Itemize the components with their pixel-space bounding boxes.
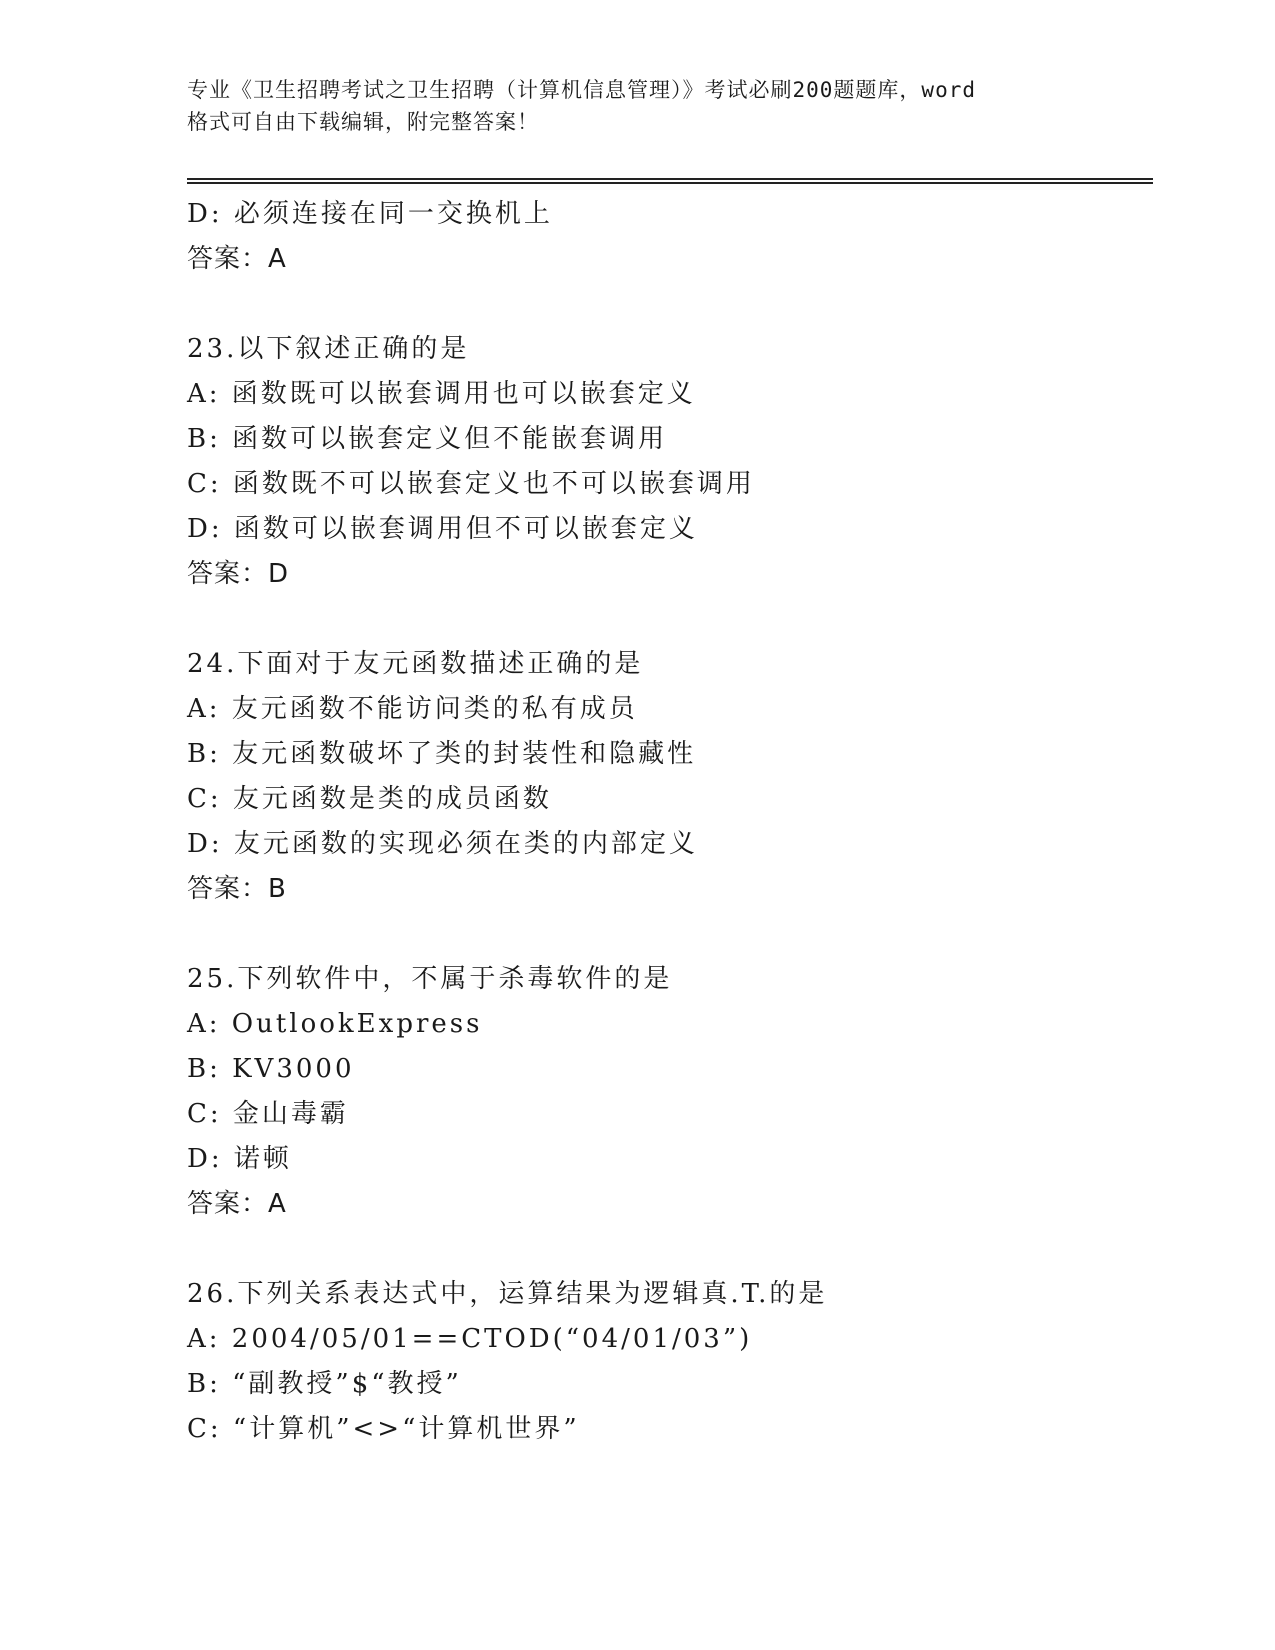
header-divider — [187, 178, 1153, 184]
option-c: C: 金山毒霸 — [187, 1099, 349, 1129]
question-26 — [187, 1272, 1153, 1452]
option-d: D: 友元函数的实现必须在类的内部定义 — [187, 829, 698, 859]
option-b: B: 函数可以嵌套定义但不能嵌套调用 — [187, 424, 668, 454]
option-a: A: 函数既可以嵌套调用也可以嵌套定义 — [187, 379, 696, 409]
answer-line: 答案：D — [187, 559, 290, 589]
option-a: A: 2004/05/01==CTOD(“04/01/03”) — [187, 1324, 753, 1354]
option-b: B: KV3000 — [187, 1054, 355, 1084]
option-c: C: 函数既不可以嵌套定义也不可以嵌套调用 — [187, 469, 755, 499]
question-list — [187, 192, 1153, 1452]
option-d: D: 诺顿 — [187, 1144, 292, 1174]
question-stem: 25.下列软件中，不属于杀毒软件的是 — [187, 964, 673, 994]
header-line-1: 专业《卫生招聘考试之卫生招聘（计算机信息管理）》考试必刷200题题库，word — [187, 78, 976, 102]
question-stem: 23.以下叙述正确的是 — [187, 334, 470, 364]
question-25 — [187, 957, 1153, 1227]
spacer — [187, 1227, 1153, 1272]
answer-line: 答案：B — [187, 874, 287, 904]
option-a: A: 友元函数不能访问类的私有成员 — [187, 694, 638, 724]
document-header — [187, 74, 1107, 138]
question-stem: 24.下面对于友元函数描述正确的是 — [187, 649, 644, 679]
option-b: B: “副教授”$“教授” — [187, 1369, 462, 1399]
question-stem: 26.下列关系表达式中，运算结果为逻辑真.T.的是 — [187, 1279, 828, 1309]
header-line-2: 格式可自由下载编辑，附完整答案！ — [187, 110, 539, 134]
spacer — [187, 912, 1153, 957]
question-24 — [187, 642, 1153, 912]
option-a: A: OutlookExpress — [187, 1009, 483, 1039]
option-c: C: “计算机”<>“计算机世界” — [187, 1414, 580, 1444]
spacer — [187, 597, 1153, 642]
option-b: B: 友元函数破坏了类的封装性和隐藏性 — [187, 739, 697, 769]
question-23 — [187, 327, 1153, 597]
answer-line: 答案：A — [187, 1189, 287, 1219]
spacer — [187, 282, 1153, 327]
option-c: C: 友元函数是类的成员函数 — [187, 784, 552, 814]
option-d: D: 函数可以嵌套调用但不可以嵌套定义 — [187, 514, 698, 544]
option-d: D: 必须连接在同一交换机上 — [187, 199, 553, 229]
answer-line: 答案：A — [187, 244, 287, 274]
